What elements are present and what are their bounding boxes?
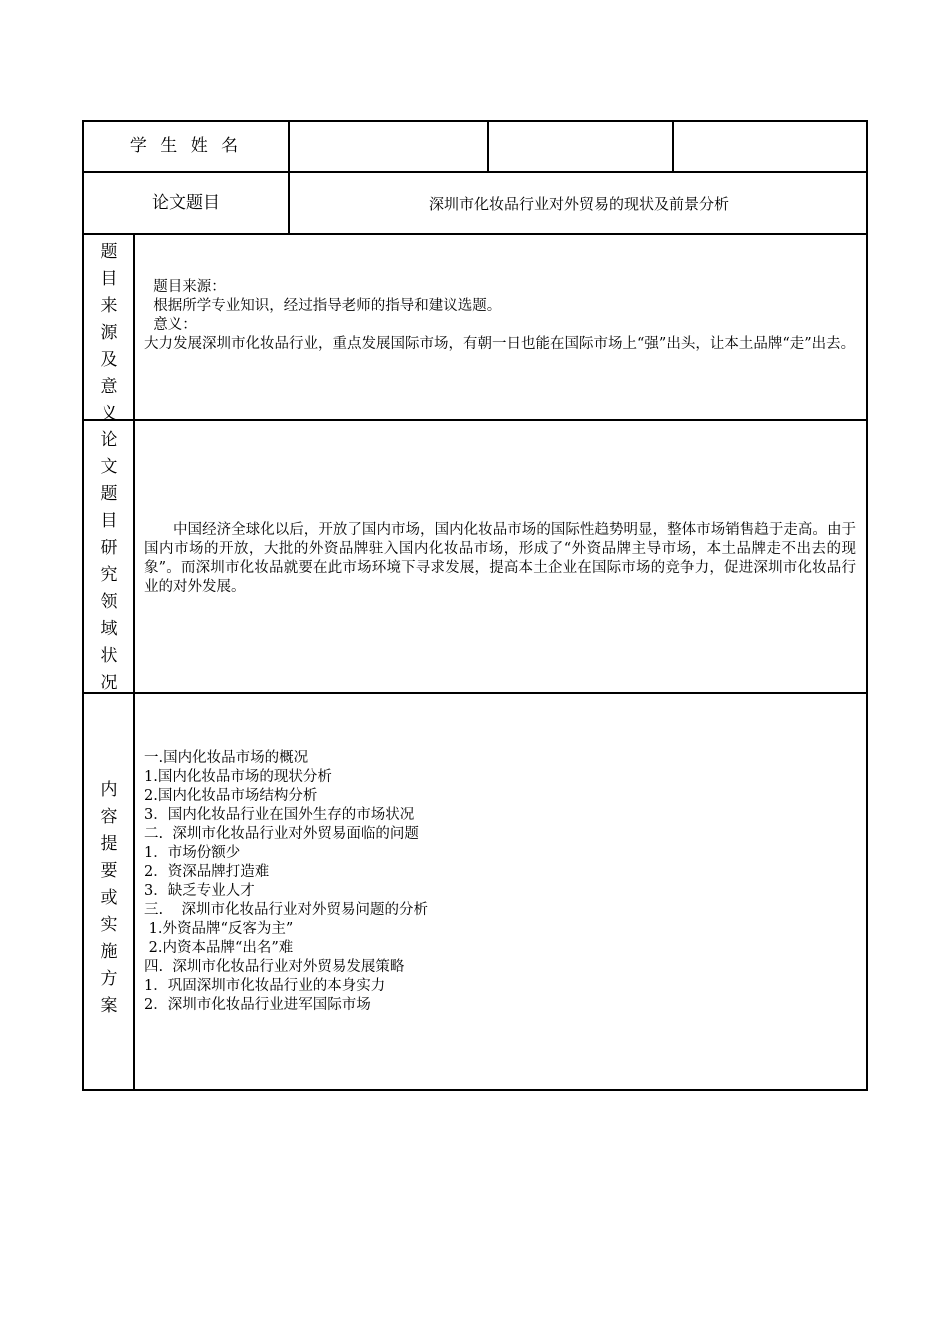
label-char: 内 xyxy=(100,780,118,800)
label-char: 题 xyxy=(100,242,118,262)
row-divider xyxy=(82,692,868,694)
row-divider xyxy=(82,419,868,421)
outline-line: 2．资深品牌打造难 xyxy=(144,864,270,880)
label-char: 研 xyxy=(100,538,118,558)
student-name-field-2[interactable] xyxy=(491,137,670,157)
student-name-field-1[interactable] xyxy=(292,137,485,157)
label-char: 提 xyxy=(100,834,118,854)
col-divider xyxy=(288,120,290,233)
col-divider xyxy=(487,120,489,172)
outline-section-body xyxy=(144,749,856,1015)
source-section-label xyxy=(97,239,121,428)
student-name-label: 学 生 姓 名 xyxy=(129,136,243,156)
outline-line: 1.外资品牌“反客为主” xyxy=(144,921,294,937)
label-char: 况 xyxy=(100,673,118,693)
label-char: 容 xyxy=(100,807,118,827)
outline-line: 2.国内化妆品市场结构分析 xyxy=(144,788,318,804)
outline-line: 2．深圳市化妆品行业进军国际市场 xyxy=(144,997,371,1013)
label-char: 文 xyxy=(100,457,118,477)
research-section-label xyxy=(97,427,121,697)
outline-line: 1.国内化妆品市场的现状分析 xyxy=(144,769,332,785)
label-char: 案 xyxy=(100,996,118,1016)
label-char: 义 xyxy=(100,404,118,424)
label-char: 要 xyxy=(100,861,118,881)
label-char: 状 xyxy=(100,646,118,666)
label-char: 实 xyxy=(100,915,118,935)
source-section-body xyxy=(144,278,856,354)
outline-line: 一.国内化妆品市场的概况 xyxy=(144,750,309,766)
label-char: 题 xyxy=(100,484,118,504)
row-divider xyxy=(82,233,868,235)
outline-line: 1．市场份额少 xyxy=(144,845,241,861)
col-divider xyxy=(133,233,135,1091)
outline-line: 3．缺乏专业人才 xyxy=(144,883,255,899)
label-char: 来 xyxy=(100,296,118,316)
thesis-title-label: 论文题目 xyxy=(152,193,220,213)
outline-line: 3．国内化妆品行业在国外生存的市场状况 xyxy=(144,807,415,823)
outline-line: 二. 深圳市化妆品行业对外贸易面临的问题 xyxy=(144,826,419,842)
source-line: 根据所学专业知识，经过指导老师的指导和建议选题。 xyxy=(144,298,502,314)
col-divider xyxy=(672,120,674,172)
label-char: 究 xyxy=(100,565,118,585)
research-section-body: 中国经济全球化以后，开放了国内市场，国内化妆品市场的国际性趋势明显，整体市场销售趋于走高。由于国内市场的开放，大批的外资品牌驻入国内化妆品市场，形成了“外资品牌主导市场，本土品牌走不出去的现象”。而深圳市化妆品就要在此市场环境下寻求发展，提高本土企业在国际市场的竞争力，促进深圳市化妆品行业的对外发展。 xyxy=(144,522,856,595)
student-name-field-3[interactable] xyxy=(676,137,864,157)
label-char: 目 xyxy=(100,511,118,531)
label-char: 论 xyxy=(100,430,118,450)
thesis-title-value: 深圳市化妆品行业对外贸易的现状及前景分析 xyxy=(428,195,729,213)
source-line: 题目来源： xyxy=(144,279,226,295)
outline-line: 三. 深圳市化妆品行业对外贸易问题的分析 xyxy=(144,902,429,918)
label-char: 或 xyxy=(100,888,118,908)
outline-section-label xyxy=(97,777,121,1020)
label-char: 源 xyxy=(100,323,118,343)
label-char: 目 xyxy=(100,269,118,289)
row-divider xyxy=(82,171,868,173)
outline-line: 1．巩固深圳市化妆品行业的本身实力 xyxy=(144,978,386,994)
label-char: 方 xyxy=(100,969,118,989)
label-char: 施 xyxy=(100,942,118,962)
label-char: 域 xyxy=(100,619,118,639)
outline-line: 四. 深圳市化妆品行业对外贸易发展策略 xyxy=(144,959,405,975)
outline-line: 2.内资本品牌“出名”难 xyxy=(144,940,294,956)
source-line: 意义： xyxy=(144,317,197,333)
label-char: 领 xyxy=(100,592,118,612)
source-line: 大力发展深圳市化妆品行业，重点发展国际市场，有朝一日也能在国际市场上“强”出头，让本土品牌“走”出去。 xyxy=(144,336,856,352)
label-char: 及 xyxy=(100,350,118,370)
label-char: 意 xyxy=(100,377,118,397)
